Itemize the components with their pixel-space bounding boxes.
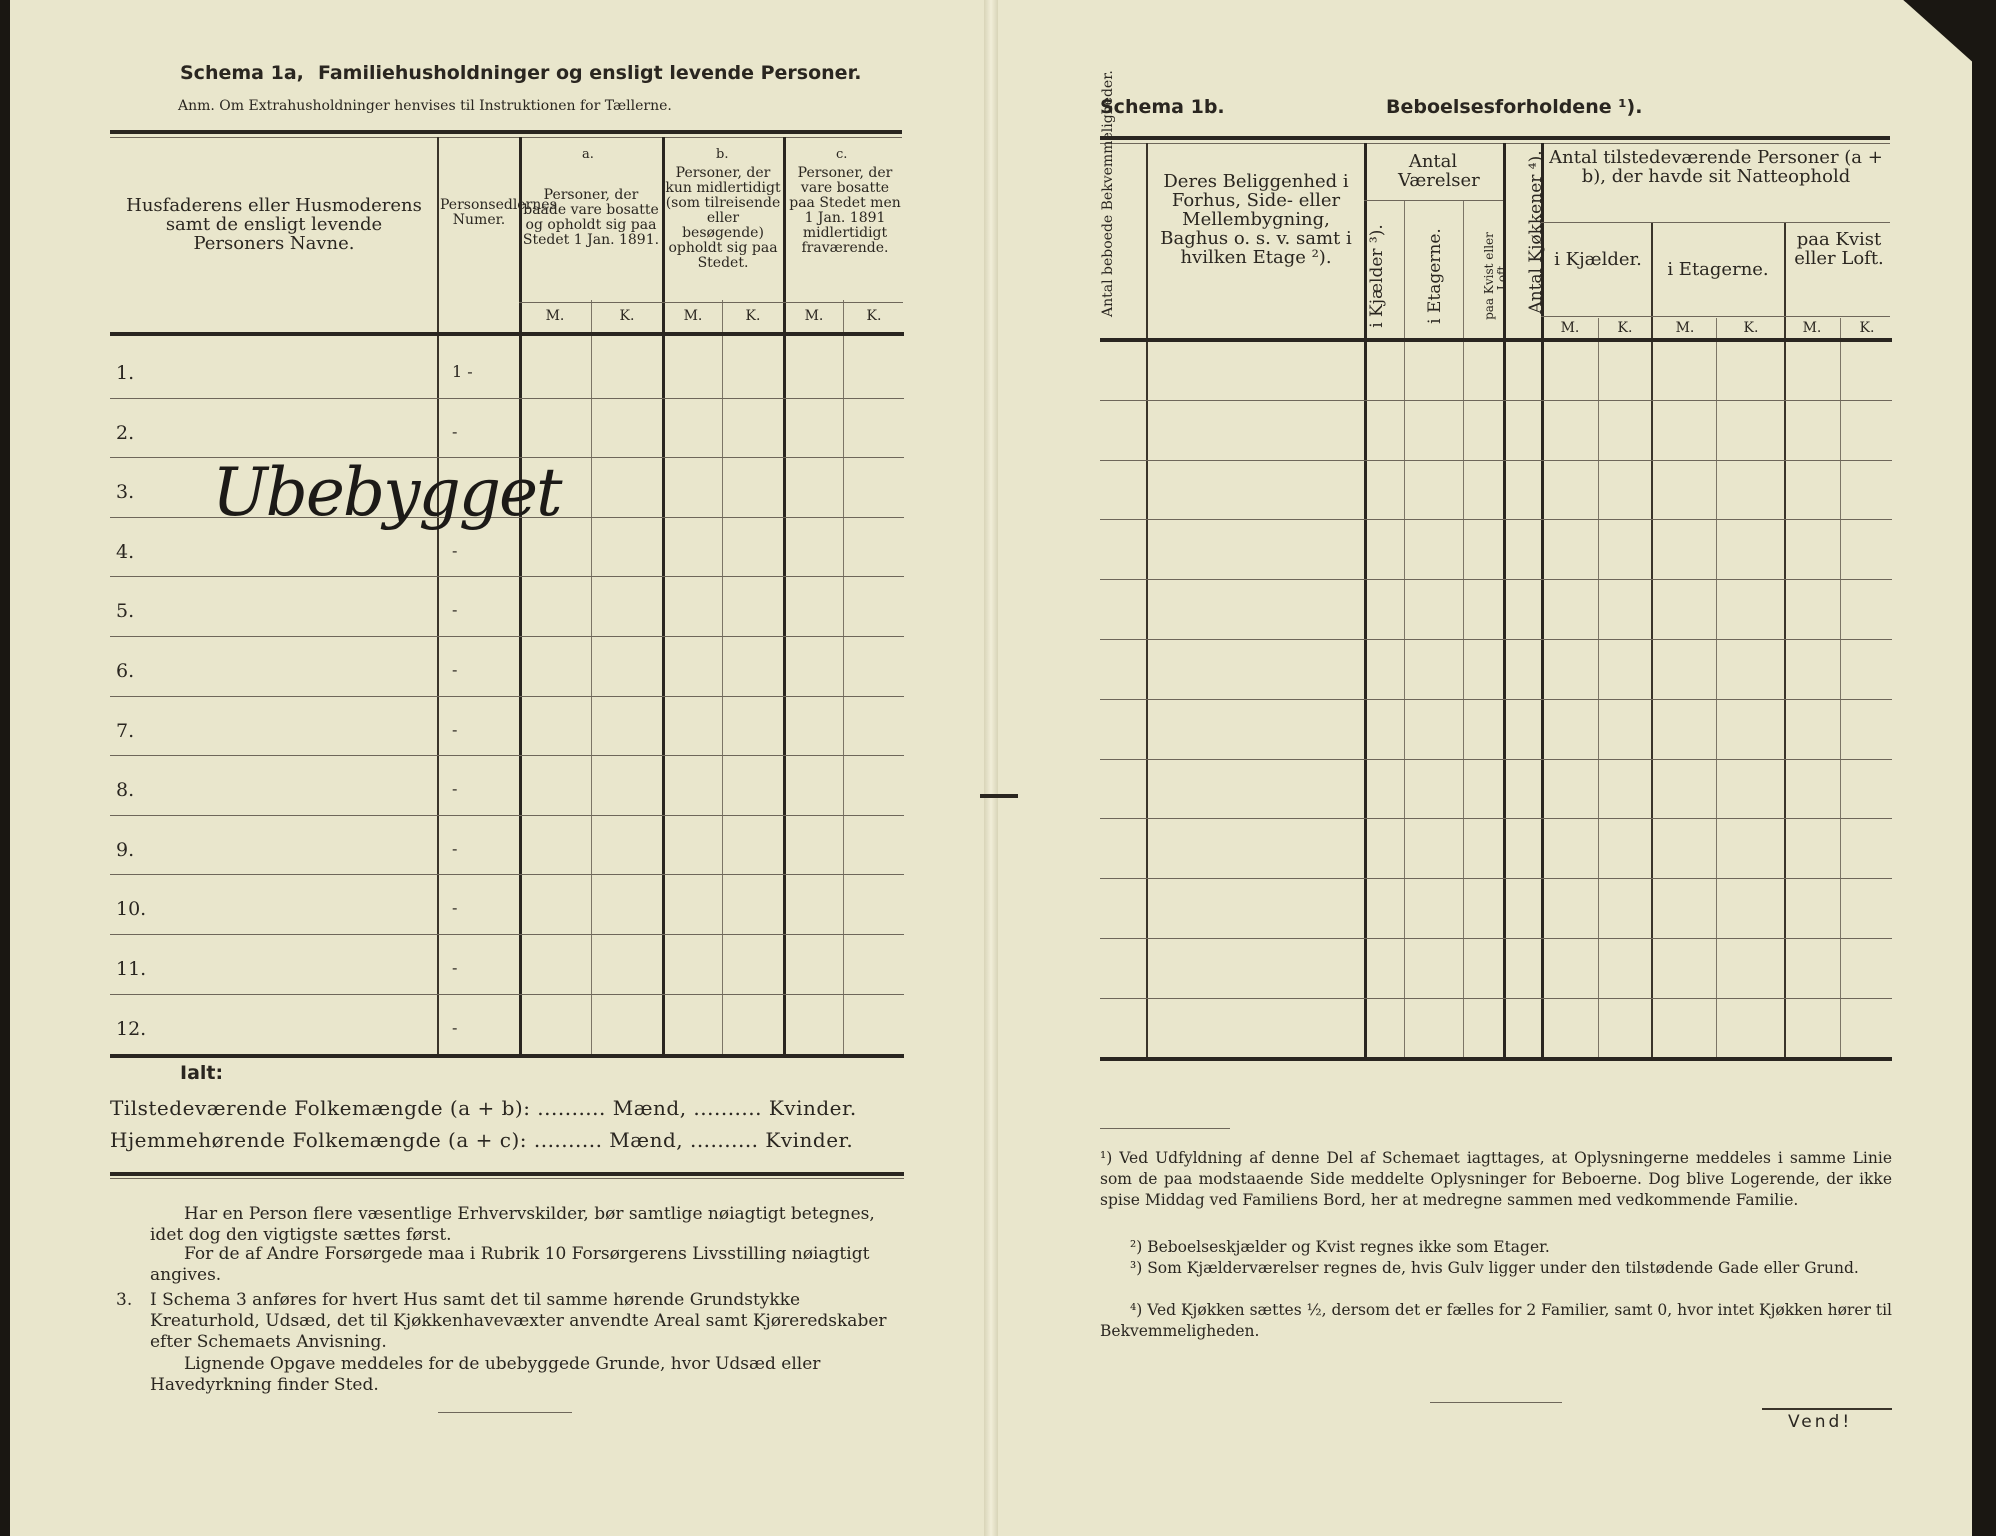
footnote-2: ²) Beboelseskjælder og Kvist regnes ikke som Etager. [1130, 1238, 1550, 1256]
footnote-4: ⁴) Ved Kjøkken sættes ½, dersom det er fælles for 2 Familier, samt 0, hvor intet Kjøkken hører til Bekvemmeligheden. [1100, 1301, 1892, 1340]
row-number: 4. [116, 540, 135, 563]
col-b-header: Personer, der kun midlertidigt (som tilreisende eller besøgende) opholdt sig paa Stedet. [665, 165, 781, 271]
col-paa-kvist-header: paa Kvist eller Loft. [1794, 229, 1884, 269]
person-number: - [452, 898, 458, 918]
handwritten-entry: Ubebygget [212, 454, 561, 531]
footnote-1: ¹) Ved Udfyldning af denne Del af Schemaet iagttages, at Oplysningerne meddeles i samme Linie som de paa modstaaende Side meddelte Oplysninger for Beboerne. Dog blive Logerende, der ikke spise Middag ved Familiens Bord, her at medregne sammen med vedkommende Familie. [1100, 1149, 1892, 1209]
row-number: 1. [116, 362, 135, 384]
col-tilstede-header: Antal tilstedeværende Personer (a + b), der havde sit Natteophold [1549, 147, 1883, 187]
right-header-bottom-rule [1100, 338, 1892, 342]
paragraph-2: For de af Andre Forsørgede maa i Rubrik 10 Forsørgerens Livsstilling nøiagtigt angives. [150, 1244, 870, 1285]
person-number: - [452, 540, 458, 560]
tilstede-line: Tilstedeværende Folkemængde (a + b): .......... Mænd, .......... Kvinder. [110, 1096, 857, 1120]
row-number: 10. [116, 898, 147, 921]
row-rule [110, 755, 904, 756]
right-table-top-rule [1100, 136, 1890, 140]
person-number: - [452, 958, 458, 977]
paragraph-4: Lignende Opgave meddeles for de ubebyggede Grunde, hvor Udsæd eller Havedyrkning finder Sted. [150, 1354, 821, 1395]
ialt-label: Ialt: [180, 1062, 224, 1084]
header-bottom-rule [110, 332, 904, 336]
left-title: Familiehusholdninger og ensligt levende Personer. [318, 62, 862, 84]
col-kjokken-header: Antal Kjøkkener ⁴). [1526, 150, 1546, 314]
row-number: 3. [116, 481, 135, 504]
col-name-header: Husfaderens eller Husmoderens samt de ensligt levende Personers Navne. [126, 195, 422, 254]
row-rule [110, 696, 904, 697]
right-title-prefix: Schema 1b. [1100, 96, 1225, 118]
right-row-rule [1100, 639, 1892, 640]
person-number: - [452, 719, 458, 739]
person-number: - [452, 421, 458, 441]
page-fold [984, 0, 998, 1536]
paragraph-3: I Schema 3 anføres for hvert Hus samt det til samme hørende Grundstykke Kreaturhold, Udsæd, det til Kjøkkenhavevæxter anvendte Areal samt Kjøreredskaber efter Schemaets Anvisning. [150, 1290, 887, 1352]
col-a-header: Personer, der baade vare bosatte og opholdt sig paa Stedet 1 Jan. 1891. [522, 187, 660, 248]
right-row-rule [1100, 938, 1892, 939]
hjemme-line: Hjemmehørende Folkemængde (a + c): .......... Mænd, .......... Kvinder. [110, 1128, 854, 1152]
row-rule [110, 994, 904, 995]
paragraph-3-num: 3. [116, 1290, 133, 1310]
row-rule [110, 576, 904, 577]
person-number: - [452, 1017, 458, 1037]
fold-mark [980, 794, 1018, 798]
col-kjaelder-header: i Kjælder ³). [1367, 224, 1387, 328]
left-anm: Anm. Om Extrahusholdninger henvises til Instruktionen for Tællerne. [178, 98, 672, 114]
person-number: - [452, 660, 458, 679]
col-bekv-header: Antal beboede Bekvemmeligheder. [1100, 70, 1116, 317]
row-rule [110, 636, 904, 637]
paragraph-1: Har en Person flere væsentlige Erhvervskilder, bør samtlige nøiagtigt betegnes, idet dog den vigtigste sættes først. [150, 1204, 875, 1245]
right-row-rule [1100, 579, 1892, 580]
row-rule [110, 874, 904, 875]
col-i-etagerne-header: i Etagerne. [1667, 259, 1769, 280]
right-row-rule [1100, 699, 1892, 700]
right-title: Beboelsesforholdene ¹). [1386, 96, 1643, 118]
col-c-header: Personer, der vare bosatte paa Stedet men 1 Jan. 1891 midlertidigt fraværende. [789, 165, 901, 256]
vend-label: Vend! [1788, 1412, 1853, 1432]
right-row-rule [1100, 998, 1892, 999]
col-i-kjaelder-header: i Kjælder. [1554, 249, 1642, 270]
row-rule [110, 398, 904, 399]
col-etagerne-v-header: i Etagerne. [1425, 228, 1445, 324]
person-number: - [452, 779, 458, 799]
row-rule [110, 815, 904, 816]
right-row-rule [1100, 519, 1892, 520]
col-antal-vaer-header: Antal Værelser [1398, 151, 1480, 191]
person-number: 1 - [452, 362, 473, 381]
row-rule [110, 934, 904, 935]
right-row-rule [1100, 759, 1892, 760]
left-title-prefix: Schema 1a, [180, 62, 304, 84]
right-row-rule [1100, 400, 1892, 401]
row-number: 12. [116, 1017, 147, 1040]
right-row-rule [1100, 818, 1892, 819]
row-number: 5. [116, 600, 135, 623]
row-number: 2. [116, 421, 135, 444]
right-row-rule [1100, 878, 1892, 879]
right-row-rule [1100, 460, 1892, 461]
row-number: 8. [116, 779, 135, 802]
person-number: - [452, 838, 458, 858]
person-number: - [452, 600, 458, 620]
row-number: 6. [116, 660, 135, 682]
col-belig-header: Deres Beliggenhed i Forhus, Side- eller Mellembygning, Baghus o. s. v. samt i hvilken Etage ²). [1160, 171, 1352, 268]
row-number: 7. [116, 719, 135, 742]
table-top-rule [110, 130, 902, 134]
row-number: 9. [116, 838, 135, 861]
row-number: 11. [116, 958, 147, 980]
col-kvist-v-header: paa Kvist eller Loft. [1482, 232, 1509, 320]
col-num-header: Personsedlernes Numer. [440, 197, 557, 228]
footnote-3: ³) Som Kjælderværelser regnes de, hvis Gulv ligger under den tilstødende Gade eller Grund. [1130, 1259, 1859, 1277]
